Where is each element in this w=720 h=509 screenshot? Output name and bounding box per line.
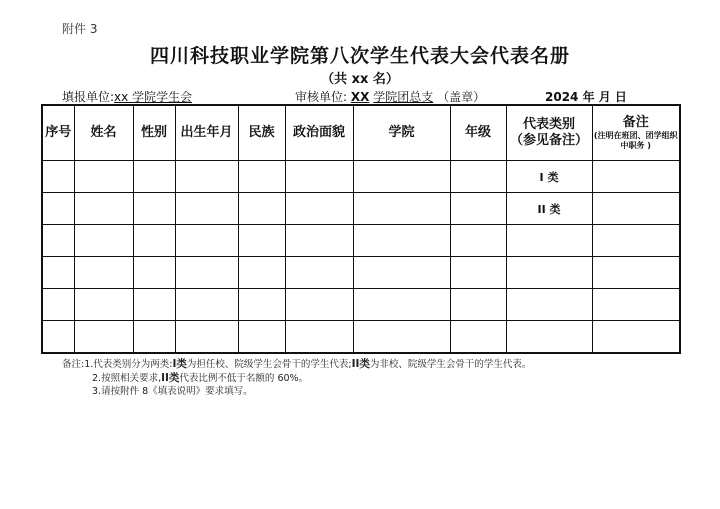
review-unit-value: 学院团总支 (373, 90, 434, 104)
header-birth: 出生年月 (175, 105, 238, 161)
cell[interactable] (42, 225, 74, 257)
table-row (42, 225, 680, 257)
cell[interactable] (353, 289, 450, 321)
header-gender: 性别 (133, 105, 175, 161)
fill-unit (62, 88, 192, 105)
cell[interactable] (353, 321, 450, 354)
review-unit-seal: （盖章） (437, 90, 486, 104)
cell[interactable] (450, 161, 506, 193)
cell[interactable] (506, 225, 592, 257)
table-row (42, 289, 680, 321)
cell[interactable] (285, 289, 353, 321)
cell[interactable] (506, 289, 592, 321)
table-row (42, 193, 680, 225)
note-line-3: 3.请按附件 8《填表说明》要求填写。 (92, 386, 253, 397)
cell[interactable] (238, 225, 285, 257)
cell[interactable] (175, 289, 238, 321)
attachment-label: 附件 3 (62, 22, 98, 36)
cell[interactable] (592, 289, 680, 321)
cell[interactable] (285, 161, 353, 193)
header-category-line2: （参见备注） (509, 133, 588, 148)
cell[interactable] (175, 193, 238, 225)
cell[interactable] (74, 225, 133, 257)
cell[interactable] (238, 321, 285, 354)
note-2-prefix: 2.按照相关要求, (92, 372, 162, 384)
header-category-line1: 代表类别 (522, 117, 575, 132)
cell[interactable] (133, 161, 175, 193)
cell[interactable] (285, 193, 353, 225)
cell[interactable] (238, 161, 285, 193)
cell[interactable] (285, 257, 353, 289)
cell[interactable] (133, 257, 175, 289)
header-college: 学院 (353, 105, 450, 161)
header-seq: 序号 (42, 105, 74, 161)
cell[interactable] (285, 321, 353, 354)
cell[interactable] (353, 257, 450, 289)
note-line-2 (62, 372, 531, 386)
header-ethnicity: 民族 (238, 105, 285, 161)
cell[interactable] (42, 193, 74, 225)
review-unit (295, 88, 485, 105)
cell[interactable] (450, 321, 506, 354)
cell[interactable] (450, 193, 506, 225)
table-header-row (42, 105, 680, 161)
cell[interactable] (74, 257, 133, 289)
cell[interactable] (592, 321, 680, 354)
cell[interactable] (74, 193, 133, 225)
fill-unit-value: xx 学院学生会 (114, 90, 193, 104)
cell[interactable] (592, 193, 680, 225)
cell[interactable] (353, 193, 450, 225)
cell[interactable] (450, 257, 506, 289)
cell[interactable] (74, 289, 133, 321)
cell[interactable] (133, 289, 175, 321)
header-remarks (592, 105, 680, 161)
cell[interactable] (175, 161, 238, 193)
cell[interactable] (133, 193, 175, 225)
note-2-cat: II类 (161, 371, 180, 384)
cell[interactable] (238, 289, 285, 321)
cell[interactable] (42, 321, 74, 354)
header-remarks-label: 备注 (622, 115, 649, 130)
category-cell-2: II 类 (506, 193, 592, 225)
cell[interactable] (175, 225, 238, 257)
header-category (506, 105, 592, 161)
note-1-cat1: I类 (172, 358, 187, 370)
cell[interactable] (42, 257, 74, 289)
cell[interactable] (133, 225, 175, 257)
cell[interactable] (285, 225, 353, 257)
cell[interactable] (74, 321, 133, 354)
cell[interactable] (353, 225, 450, 257)
review-unit-strong: XX (350, 90, 370, 104)
cell[interactable] (592, 161, 680, 193)
table-row (42, 321, 680, 354)
document-subtitle: （共 xx 名） (321, 72, 399, 87)
report-date: 2024 年 月 日 (545, 90, 627, 104)
table-row (42, 257, 680, 289)
cell[interactable] (42, 289, 74, 321)
category-cell-1: I 类 (506, 161, 592, 193)
header-remarks-note: (注明在班团、团学组织中职务 ) (593, 131, 678, 150)
table-row (42, 161, 680, 193)
cell[interactable] (450, 289, 506, 321)
header-political: 政治面貌 (285, 105, 353, 161)
review-unit-label: 审核单位: (295, 90, 348, 104)
note-line-1 (62, 358, 531, 372)
cell[interactable] (506, 321, 592, 354)
cell[interactable] (238, 193, 285, 225)
cell[interactable] (175, 257, 238, 289)
cell[interactable] (592, 257, 680, 289)
cell[interactable] (592, 225, 680, 257)
header-name: 姓名 (74, 105, 133, 161)
register-table (41, 104, 681, 354)
cell[interactable] (133, 321, 175, 354)
cell[interactable] (450, 225, 506, 257)
note-1-cat2: II类 (351, 358, 370, 370)
document-title: 四川科技职业学院第八次学生代表大会代表名册 (149, 45, 570, 67)
cell[interactable] (74, 161, 133, 193)
cell[interactable] (353, 161, 450, 193)
cell[interactable] (238, 257, 285, 289)
cell[interactable] (506, 257, 592, 289)
note-1-end: 为非校、院级学生会骨干的学生代表。 (369, 359, 532, 370)
header-grade: 年级 (450, 105, 506, 161)
cell[interactable] (175, 321, 238, 354)
cell[interactable] (42, 161, 74, 193)
note-2-end: 代表比例不低于名额的 60%。 (179, 372, 309, 384)
note-1-prefix: 备注:1.代表类别分为两类: (62, 359, 173, 370)
fill-unit-label: 填报单位: (62, 90, 115, 104)
notes-section (62, 358, 531, 399)
note-1-mid: 为担任校、院级学生会骨干的学生代表; (186, 359, 352, 370)
